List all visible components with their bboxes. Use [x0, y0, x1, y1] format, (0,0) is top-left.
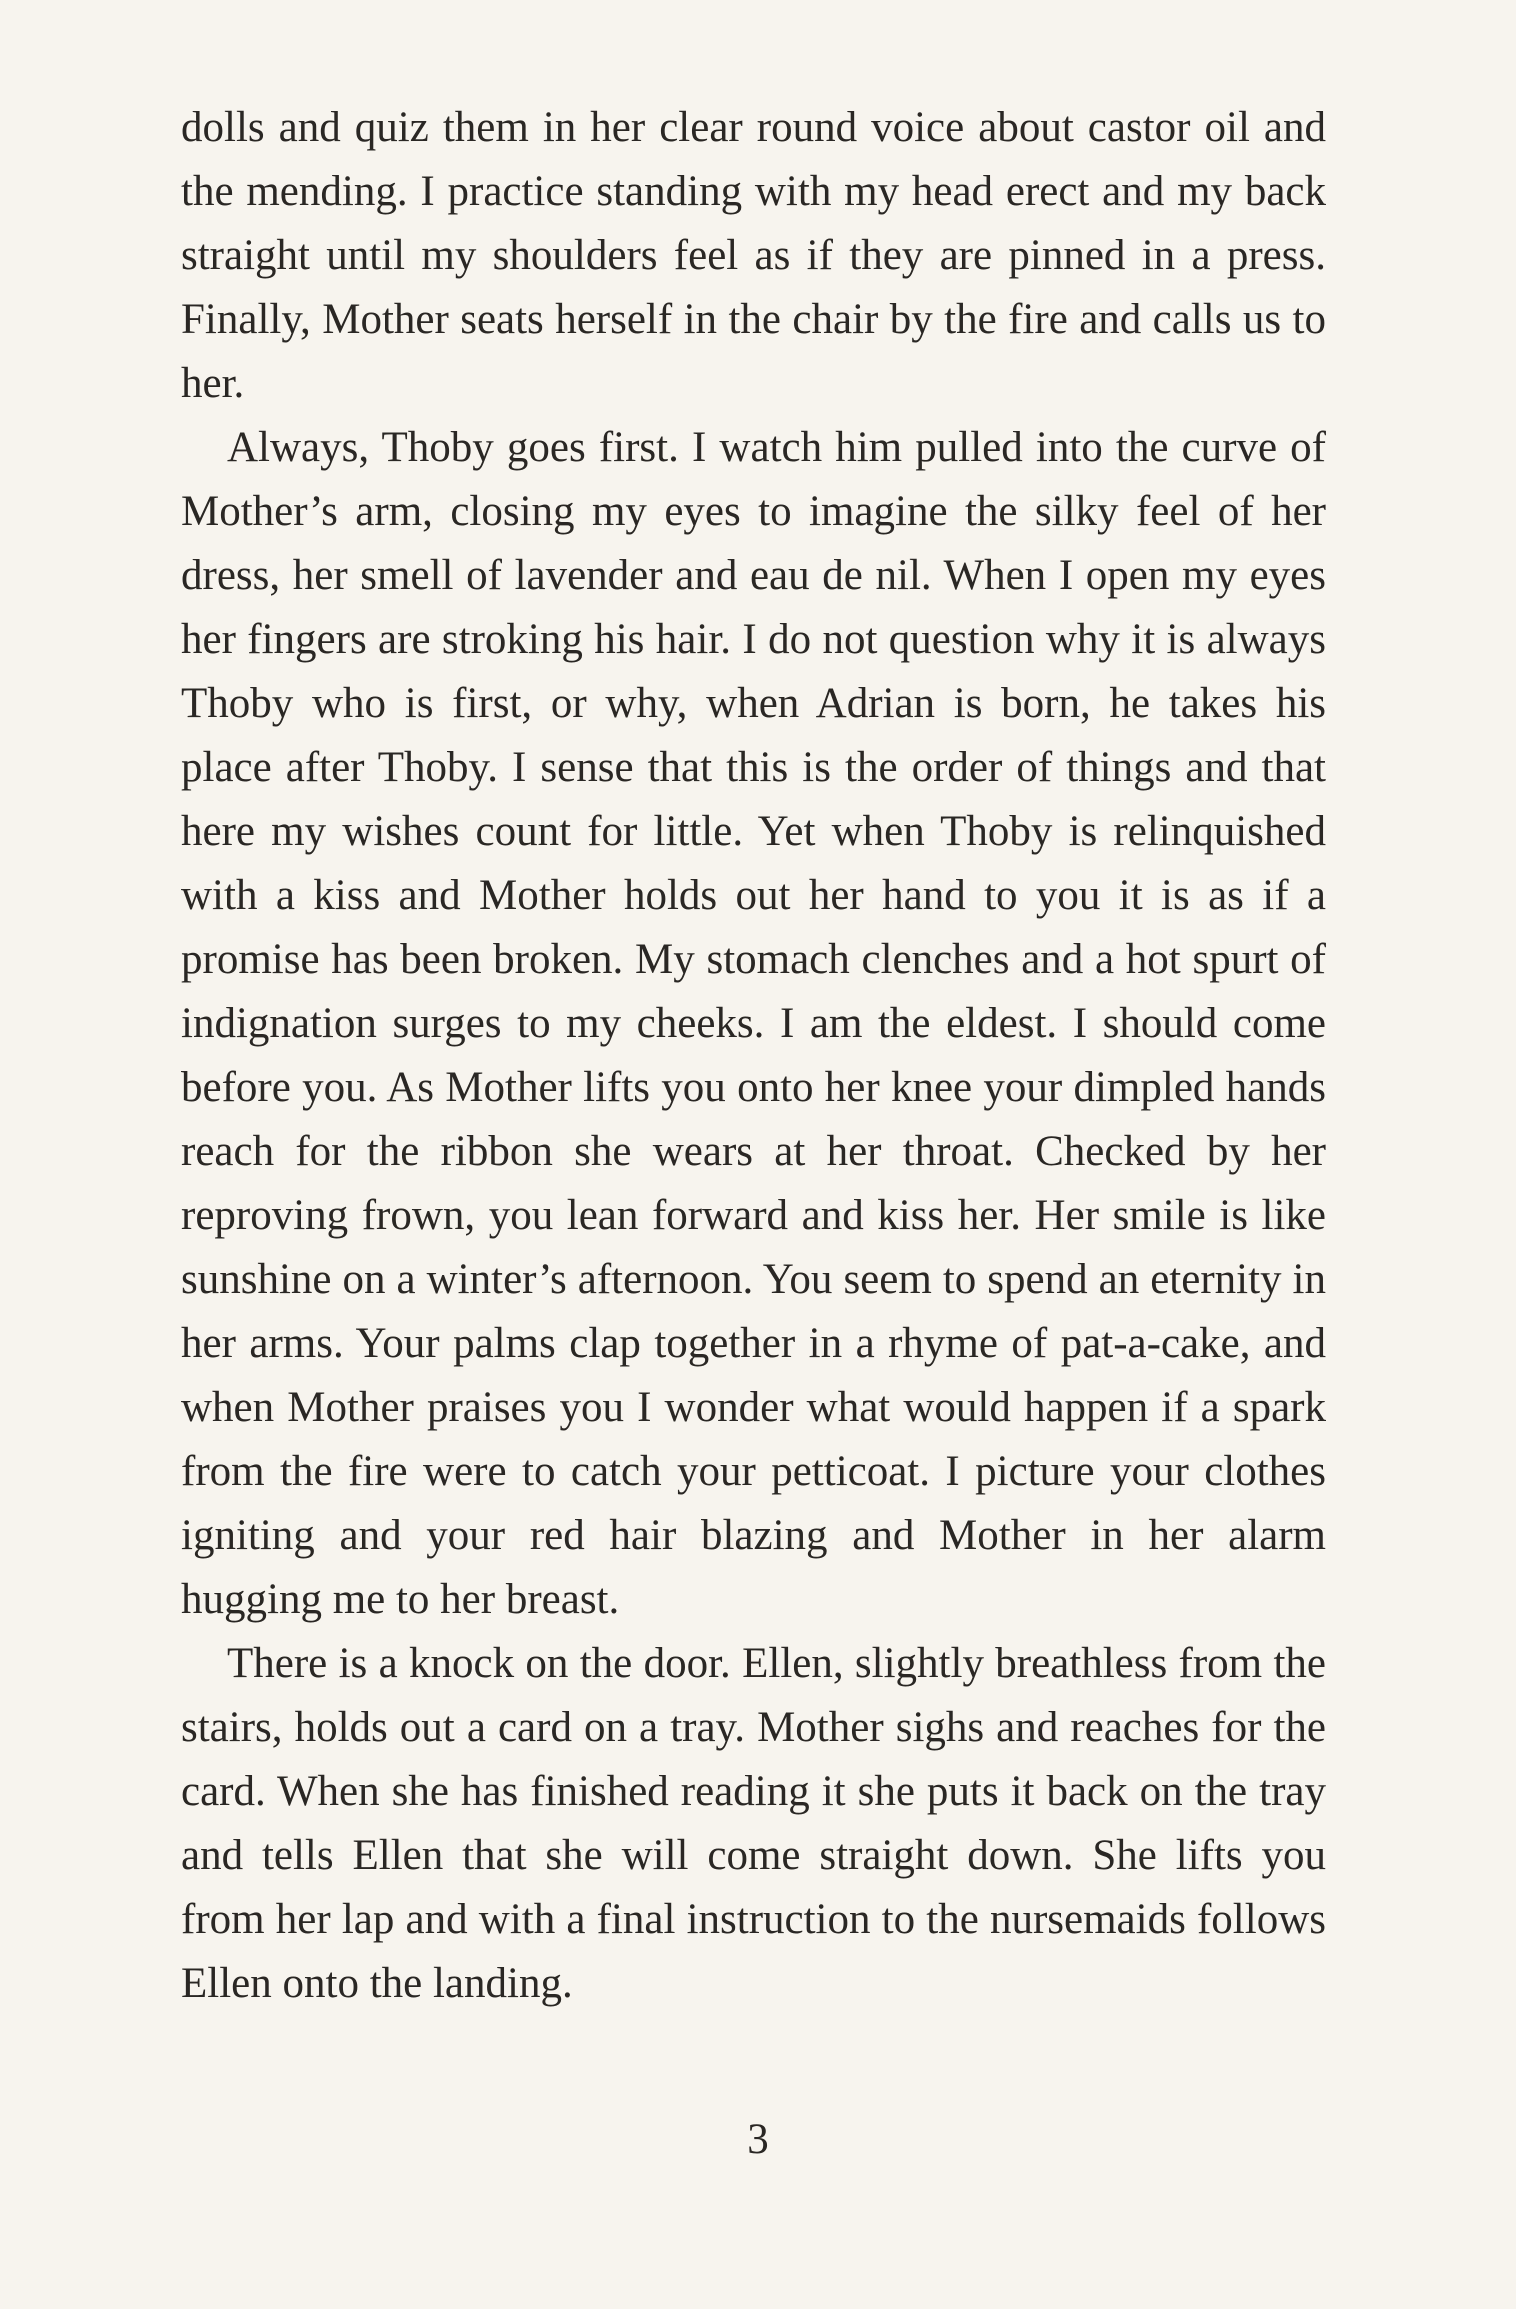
paragraph-2: Always, Thoby goes first. I watch him pulled into the curve of Mother’s arm, closing my eyes to imagine the silky feel of her dress, her smell of lavender and eau de nil. When I open my eyes her fingers are stroking his hair. I do not question why it is always Thoby who is first, or why, when Adrian is born, he takes his place after Thoby. I sense that this is the order of things and that here my wishes count for little. Yet when Thoby is relinquished with a kiss and Mother holds out her hand to you it is as if a promise has been broken. My stomach clenches and a hot spurt of indignation surges to my cheeks. I am the eldest. I should come before you. As Mother lifts you onto her knee your dimpled hands reach for the ribbon she wears at her throat. Checked by her reproving frown, you lean forward and kiss her. Her smile is like sunshine on a winter’s afternoon. You seem to spend an eternity in her arms. Your palms clap together in a rhyme of pat-a-cake, and when Mother praises you I wonder what would happen if a spark from the fire were to catch your petticoat. I picture your clothes igniting and your red hair blazing and Mother in her alarm hugging me to her breast.: [181, 424, 1326, 1623]
body-text: [181, 96, 1326, 2016]
page-number: 3: [747, 2116, 769, 2163]
paragraph-1: dolls and quiz them in her clear round voice about castor oil and the mending. I practice standing with my head erect and my back straight until my shoulders feel as if they are pinned in a press. Finally, Mother seats herself in the chair by the fire and calls us to her.: [181, 104, 1326, 407]
paragraph-3: There is a knock on the door. Ellen, slightly breathless from the stairs, holds out a card on a tray. Mother sighs and reaches for the card. When she has finished reading it she puts it back on the tray and tells Ellen that she will come straight down. She lifts you from her lap and with a final instruction to the nursemaids follows Ellen onto the landing.: [181, 1640, 1326, 2007]
